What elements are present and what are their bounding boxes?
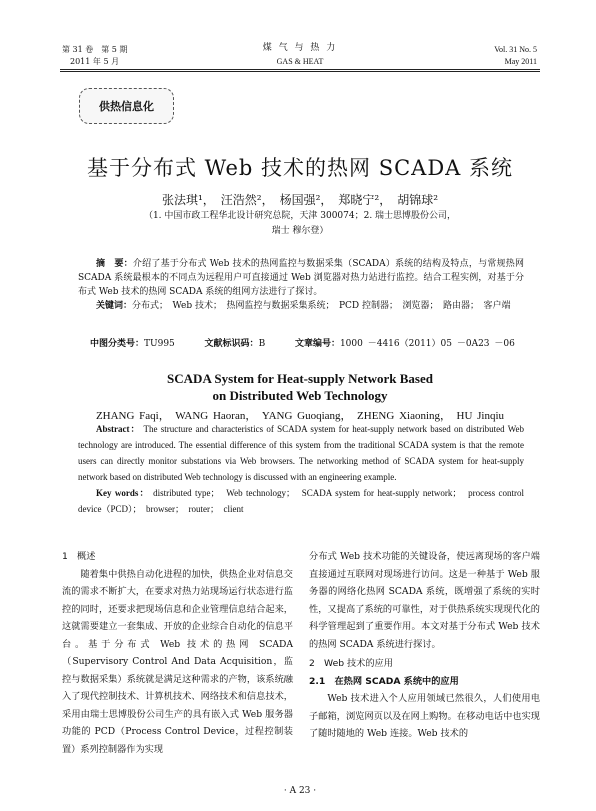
keywords-cn-label: 关键词： bbox=[96, 301, 133, 311]
authors-cn: 张法琪¹， 汪浩然²， 杨国强²， 郑晓宁²， 胡锦球² bbox=[161, 193, 439, 207]
section-2-1-heading: 2.1 在热网 SCADA 系统中的应用 bbox=[309, 675, 459, 687]
authors-en: ZHANG Faqi， WANG Haoran， YANG Guoqiang， ZHENG Xiaoning， HU Jinqiu bbox=[95, 410, 505, 422]
classification-label: 中图分类号： bbox=[90, 339, 145, 349]
title-en-line1: SCADA System for Heat-supply Network Based bbox=[167, 371, 433, 386]
header-rule-2 bbox=[60, 71, 540, 72]
affiliation-cn-cont: 瑞士 穆尔登） bbox=[271, 226, 329, 236]
right-paragraph-1: 分布式 Web 技术功能的关键设备，使远离现场的客户端直接通过互联网对现场进行访问。这是一种基于 Web 服务器的网络化热网 SCADA 系统，既增强了系统的实时性，又提高了系统的可靠性，对于供热系统实现现代化的科学管理起到了重要作用。本文对基于分布式 Web 技术的热网 SCADA 系统进行探讨。 bbox=[309, 551, 540, 650]
date-cn: 2011 年 5 月 bbox=[70, 57, 120, 66]
date-en: May 2011 bbox=[504, 57, 537, 66]
abstract-cn-label: 摘 要： bbox=[96, 259, 133, 269]
abstract-en-label: Abstract： bbox=[96, 424, 141, 434]
abstract-en-text: The structure and characteristics of SCADA system for heat-supply network based on distributed Web technology are introduced. The essential difference of this system from the traditional SCADA system is that the remote users can directly monitor substations via Web browsers. The networking method of SCADA system for heat-supply network based on distributed Web technology is discussed with an engineering example. bbox=[78, 424, 524, 482]
classification-value: TU995 bbox=[144, 339, 175, 349]
abstract-cn bbox=[78, 257, 524, 313]
category-label: 供热信息化 bbox=[79, 88, 174, 124]
article-meta-cn bbox=[90, 336, 515, 349]
body-right-column bbox=[309, 548, 540, 743]
keywords-en-label: Key words： bbox=[96, 488, 150, 498]
doc-code-value: B bbox=[258, 339, 266, 349]
volume-issue-en: Vol. 31 No. 5 bbox=[494, 45, 537, 54]
title-en-line2: on Distributed Web Technology bbox=[212, 388, 388, 403]
section-1-paragraph: 随着集中供热自动化进程的加快，供热企业对信息交流的需求不断扩大，在要求对热力站现场运行状态进行监控的同时，还要求把现场信息和企业管理信息结合起来，这就需要建立一套集成、开放的企业综合自动化的信息平台。基于分布式 Web 技术的热网 SCADA（Supervisory Control And Data Acquisition，监控与数据采集）系统就是满足这种需求的产物，该系统融入了现代控制技术、计算机技术、网络技术和信息技术，采用由瑞士思博股份公司生产的具有嵌入式 Web 服务器功能的 PCD（Process Control Device，过程控制装置）系列控制器作为实现 bbox=[62, 568, 293, 755]
keywords-en-text: distributed type； Web technology； SCADA system for heat-supply network； process control device（PCD）； browser； router； client bbox=[78, 488, 525, 514]
affiliation-cn: （1. 中国市政工程华北设计研究总院，天津 300074；2. 瑞士思博股份公司， bbox=[143, 211, 457, 221]
volume-issue-cn: 第 31 卷 第 5 期 bbox=[62, 45, 128, 54]
keywords-cn-text: 分布式； Web 技术； 热网监控与数据采集系统； PCD 控制器； 浏览器； 路由器； 客户端 bbox=[132, 301, 511, 311]
body-left-column bbox=[62, 548, 293, 758]
section-2-heading: 2 Web 技术的应用 bbox=[309, 658, 393, 669]
article-no-label: 文章编号： bbox=[294, 339, 340, 349]
page-number: · A 23 · bbox=[283, 786, 317, 796]
abstract-en bbox=[78, 421, 524, 517]
section-2-1-paragraph: Web 技术进入个人应用领域已然很久，人们使用电子邮箱，浏览网页以及在网上购物。在移动电话中也实现了随时随地的 Web 连接。Web 技术的 bbox=[309, 693, 540, 739]
journal-name-en: GAS & HEAT bbox=[276, 57, 324, 66]
page-title: 基于分布式 Web 技术的热网 SCADA 系统 bbox=[86, 156, 514, 180]
section-1-heading: 1 概述 bbox=[62, 551, 96, 562]
journal-name-cn: 煤 气 与 热 力 bbox=[262, 43, 338, 53]
header-rule bbox=[60, 69, 540, 70]
doc-code-label: 文献标识码： bbox=[204, 339, 259, 349]
abstract-cn-text: 介绍了基于分布式 Web 技术的热网监控与数据采集（SCADA）系统的结构及特点，与常规热网 SCADA 系统最根本的不同点为远程用户可直接通过 Web 浏览器对热力站进行监控。结合工程实例，对基于分布式 Web 技术的热网 SCADA 系统的组网方法进行了探讨。 bbox=[78, 259, 524, 297]
article-no-value: 1000 －4416（2011）05 －0A23 －06 bbox=[339, 339, 515, 349]
